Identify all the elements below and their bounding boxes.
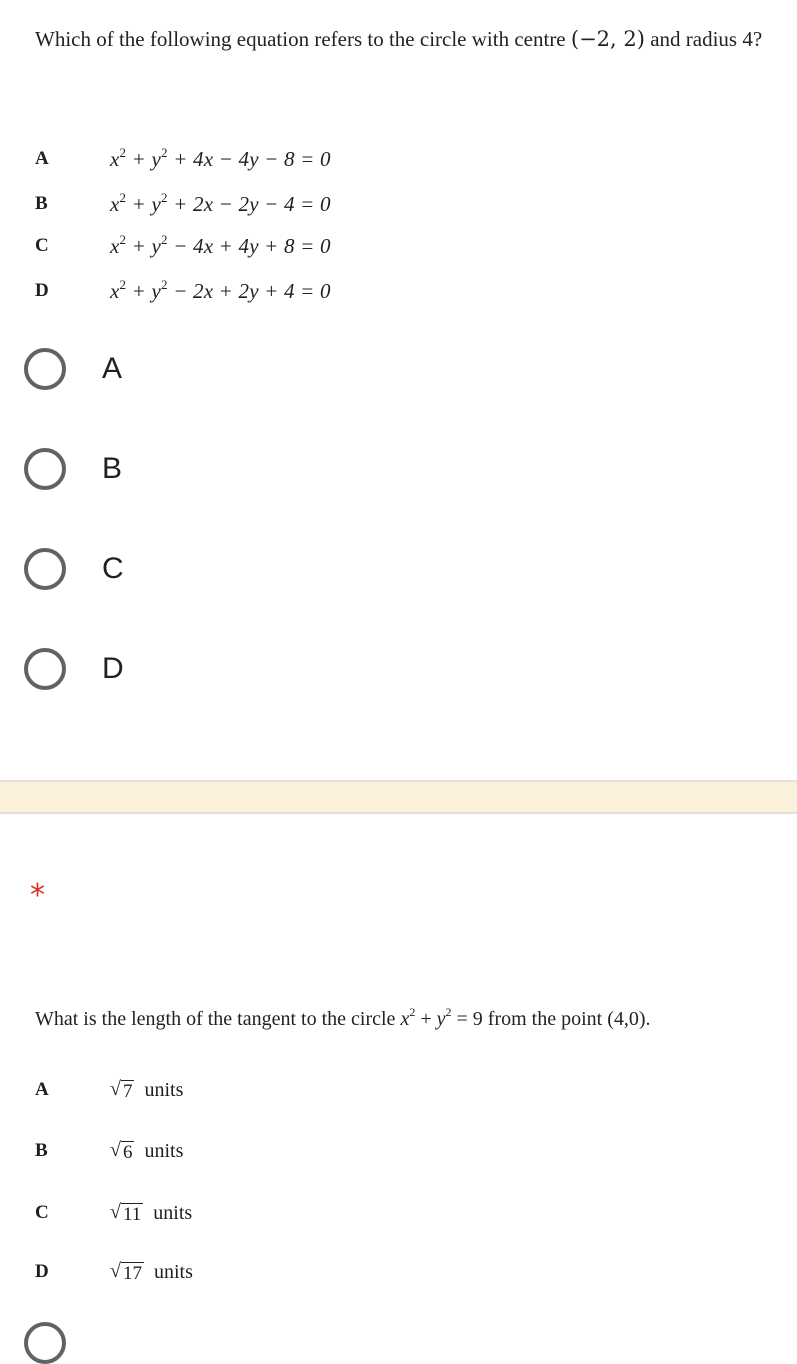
question-1-text [35, 22, 785, 56]
question-1-option-c [35, 231, 331, 261]
question-1-centre: (−2, 2) [570, 27, 645, 51]
question-1-option-d [35, 276, 331, 306]
option-equation: $x^2 + y^2 - 4x + 4y + 8 = 0$ [110, 231, 331, 258]
option-unit: units [144, 1139, 184, 1162]
radio-choice-b[interactable] [24, 444, 122, 494]
sqrt-expression: √ 17 [110, 1259, 142, 1284]
radio-button[interactable] [24, 348, 66, 390]
option-letter: A [35, 148, 49, 169]
question-1-text-after: and radius 4? [650, 27, 763, 51]
radio-choice-c[interactable] [24, 544, 124, 594]
option-letter: C [35, 235, 49, 256]
option-unit: units [153, 1260, 193, 1283]
radio-button[interactable] [24, 548, 66, 590]
question-2-text-after: from the point [487, 1008, 603, 1030]
question-1-option-a [35, 144, 331, 174]
option-equation: $x^2 + y^2 - 2x + 2y + 4 = 0$ [110, 276, 331, 303]
option-letter: D [35, 280, 49, 301]
option-letter: D [35, 1261, 49, 1282]
question-2-text: What is the length of the tangent to the circle $x^2 + y^2 = 9$ from the point (4,0). [35, 1005, 651, 1030]
radio-choice-a[interactable] [24, 344, 122, 394]
question-2-equation-rhs: = 9 [456, 1008, 483, 1030]
option-unit: units [153, 1201, 193, 1224]
radio-label[interactable]: A [102, 352, 123, 385]
radio-button-partial[interactable] [24, 1322, 66, 1364]
radio-label[interactable]: B [102, 452, 123, 485]
question-2-text-before: What is the length of the tangent to the circle [35, 1008, 396, 1030]
question-2-option-d [35, 1256, 193, 1288]
question-2-option-a [35, 1074, 183, 1106]
option-equation: $x^2 + y^2 + 2x - 2y - 4 = 0$ [110, 189, 331, 216]
question-2-option-c [35, 1197, 192, 1229]
question-1-option-b [35, 189, 331, 219]
option-letter: B [35, 1140, 48, 1161]
radio-label[interactable]: D [102, 652, 124, 685]
option-unit: units [144, 1078, 184, 1101]
radio-button[interactable] [24, 648, 66, 690]
radio-label[interactable]: C [102, 552, 124, 585]
question-1-text-before: Which of the following equation refers to the circle with centre [35, 27, 566, 51]
option-letter: C [35, 1202, 49, 1223]
required-marker: * [30, 878, 45, 913]
option-letter: A [35, 1079, 49, 1100]
radio-choice-d[interactable] [24, 644, 124, 694]
option-equation: $x^2 + y^2 + 4x - 4y - 8 = 0$ [110, 144, 331, 171]
radio-button[interactable] [24, 448, 66, 490]
question-2-point: (4,0). [607, 1008, 651, 1030]
sqrt-expression: √ 6 [110, 1138, 133, 1163]
option-letter: B [35, 193, 48, 214]
sqrt-expression: √ 7 [110, 1077, 133, 1102]
section-separator [0, 780, 797, 814]
question-2-option-b [35, 1135, 183, 1167]
sqrt-expression: √ 11 [110, 1200, 142, 1225]
